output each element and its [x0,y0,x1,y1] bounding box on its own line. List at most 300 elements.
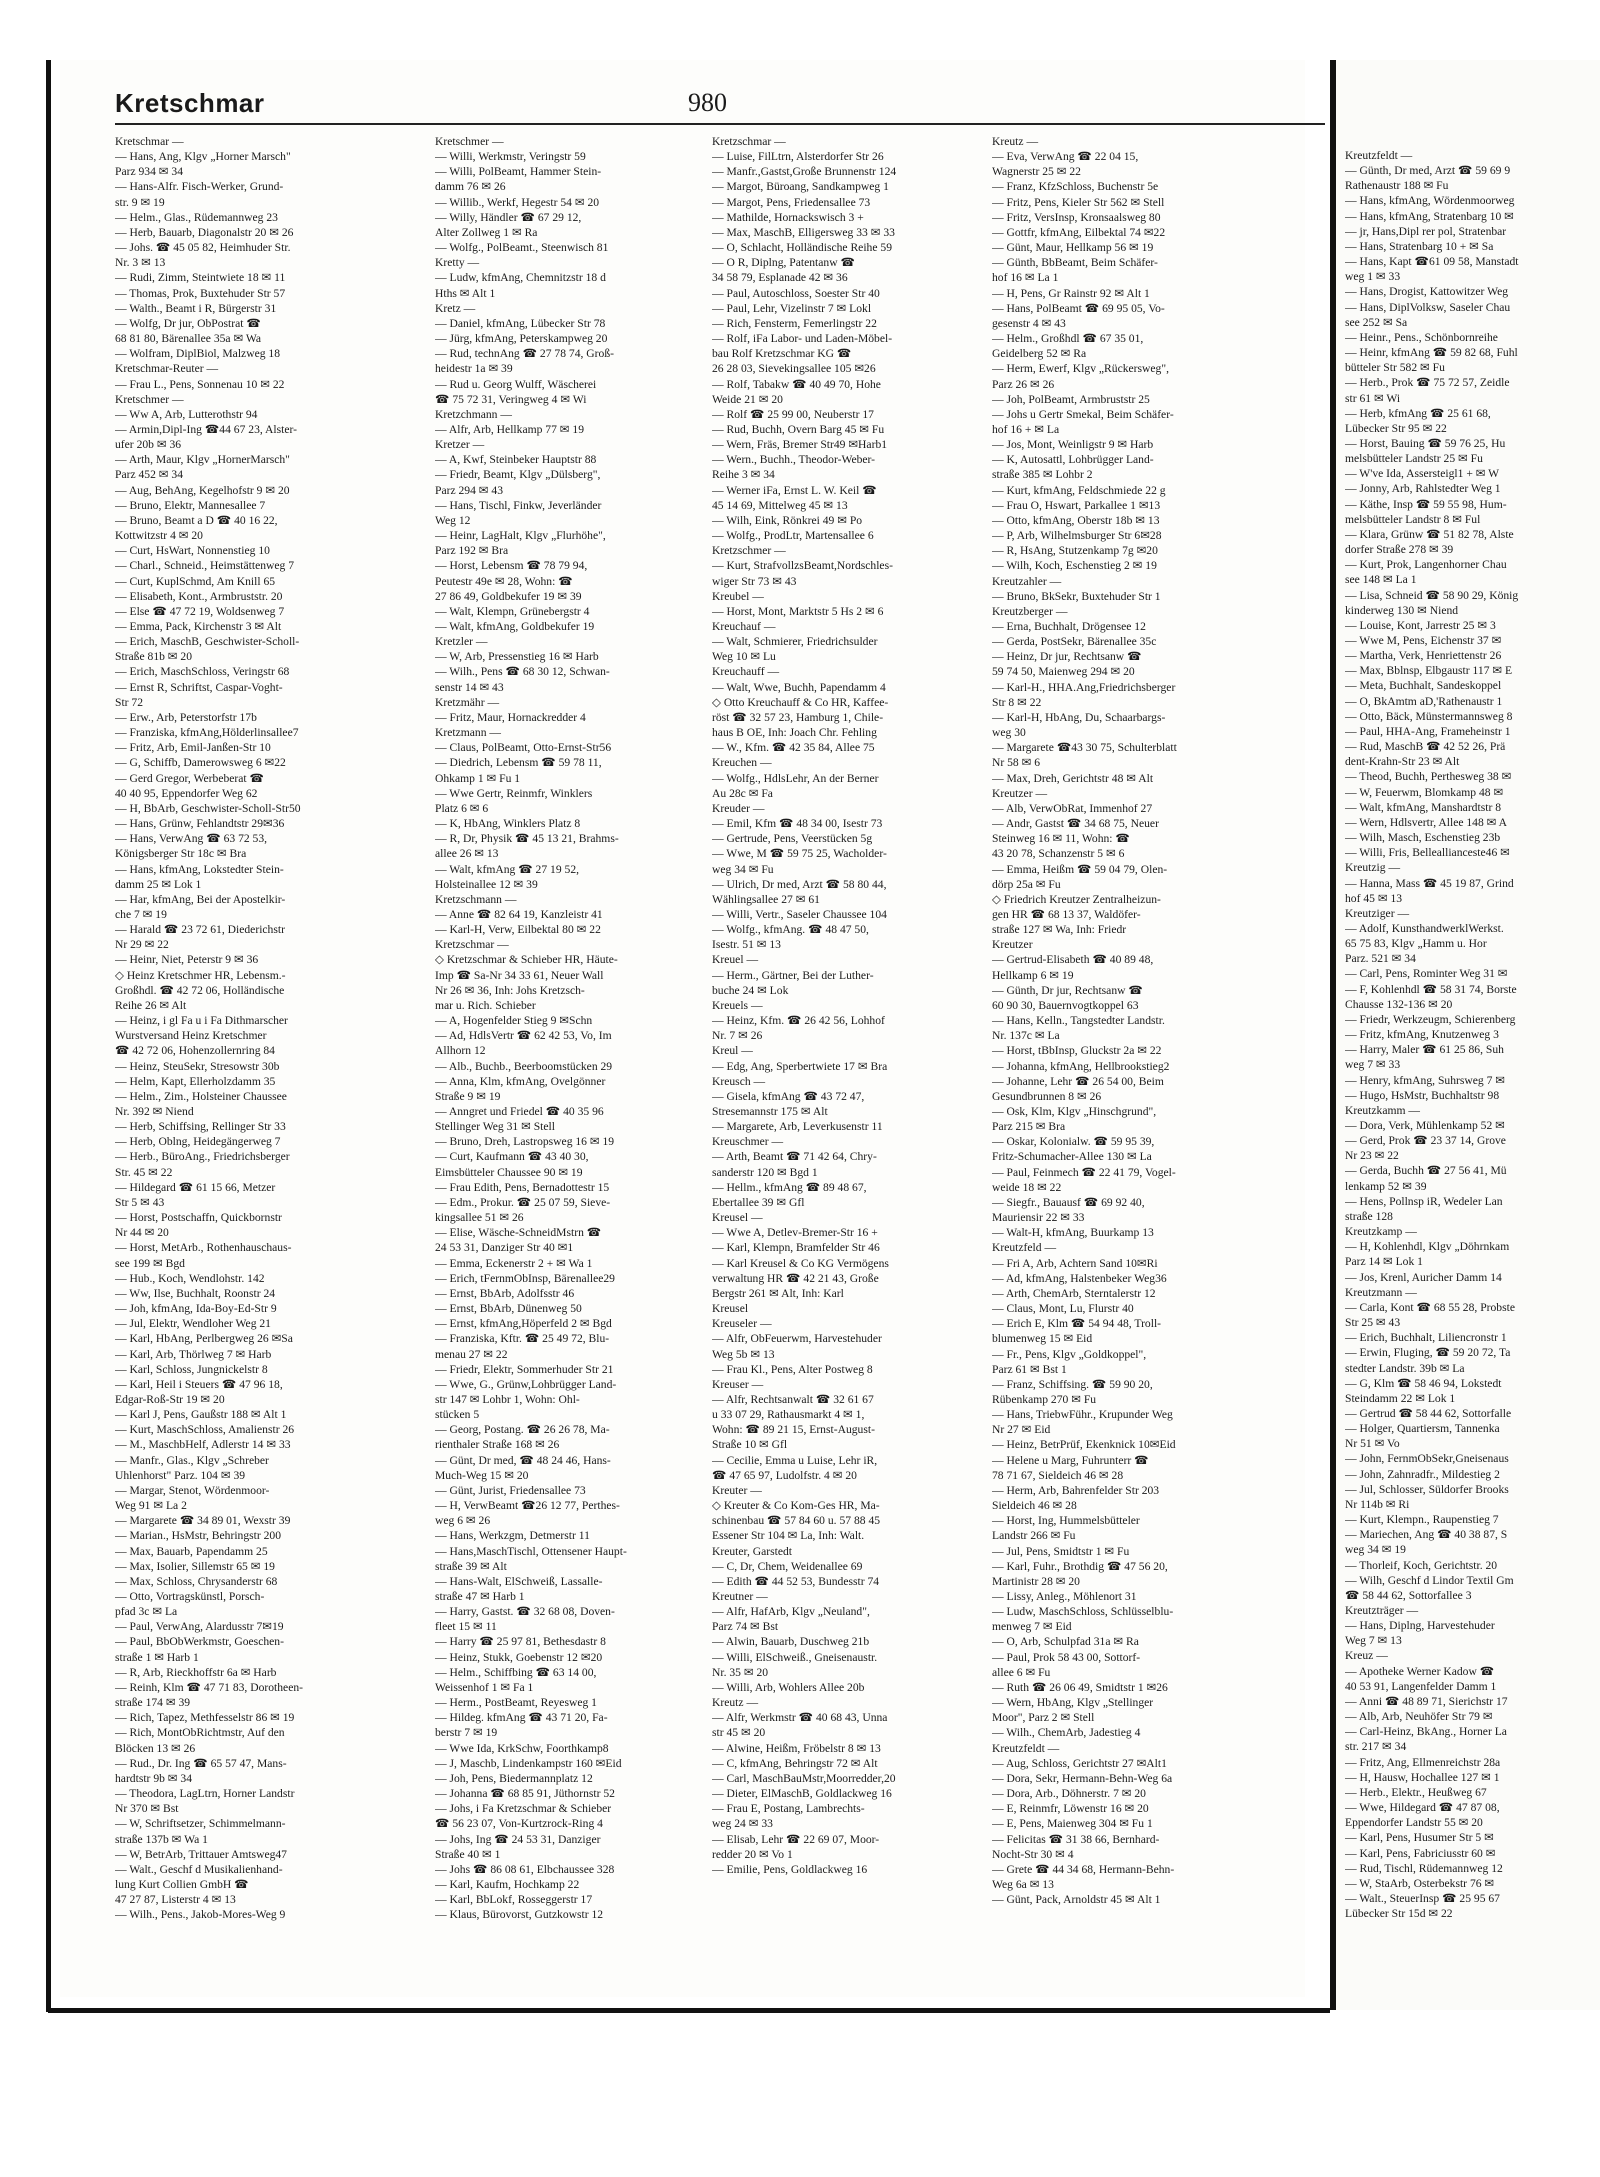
directory-line: — Kurt, Klempn., Raupenstieg 7 [1345,1513,1499,1527]
directory-line: — Heinz, i gl Fa u i Fa Dithmarscher [115,1014,288,1028]
directory-line: — Hans, Kelln., Tangstedter Landstr. [992,1014,1165,1028]
directory-line: — K, Autosattl, Lohbrügger Land- [992,453,1154,467]
directory-line: — Helm, Kapt, Ellerholzdamm 35 [115,1074,276,1088]
directory-line: — Rud, technAng ☎ 27 78 74, Groß- [435,347,614,361]
directory-line: — K, HbAng, Winklers Platz 8 [435,817,581,831]
directory-line: — Otto, Bäck, Münstermannsweg 8 [1345,709,1513,723]
directory-line: Nr. 35 ✉ 20 [712,1665,769,1679]
directory-line: — Anngret und Friedel ☎ 40 35 96 [435,1105,604,1118]
directory-line: Kreutz — [712,1696,759,1710]
directory-line: — Carla, Kont ☎ 68 55 28, Probste [1345,1300,1515,1314]
directory-line: Kreutzfeld — [992,1241,1057,1255]
directory-line: — Ernst R, Schriftst, Caspar-Voght- [115,680,283,694]
directory-line: — Hans, PolBeamt ☎ 69 95 05, Vo- [992,301,1165,315]
directory-line: Nocht-Str 30 ✉ 4 [992,1847,1074,1861]
directory-line: — Rudi, Zimm, Steintwiete 18 ✉ 11 [115,271,286,285]
directory-line: Kreutzer — [992,786,1048,800]
directory-line: Straße 10 ✉ Gfl [712,1438,788,1452]
directory-line: — Marian., HsMstr, Behringstr 200 [115,1529,282,1543]
directory-line: — Mathilde, Hornackswisch 3 + [712,210,864,224]
directory-line: — Jos, Mont, Weinligstr 9 ✉ Harb [992,438,1154,452]
directory-line: — Hans-Alfr. Fisch-Werker, Grund- [115,180,284,194]
directory-line: — Jul, Schlosser, Süldorfer Brooks [1345,1482,1509,1496]
directory-line: — Herm, Ewerf, Klgv „Rückersweg", [992,362,1169,376]
directory-line: — jr, Hans,Dipl rer pol, Stratenbar [1345,224,1507,238]
directory-line: — Anni ☎ 48 89 71, Sierichstr 17 [1345,1694,1508,1708]
column-3 [712,134,982,2024]
directory-line: Nr 27 ✉ Eid [992,1423,1051,1437]
directory-line: — Elisabeth, Kont., Armbruststr. 20 [115,589,283,603]
directory-line: Kretzmähr — [435,695,500,709]
directory-line: — G, Klm ☎ 58 46 94, Lokstedt [1345,1376,1502,1390]
directory-line: Kreutzahler — [992,574,1062,588]
directory-line: Lübecker Str 95 ✉ 22 [1345,421,1447,435]
directory-line: — Wilh., Pens., Jakob-Mores-Weg 9 [115,1908,286,1922]
directory-line: Parz 934 ✉ 34 [115,165,183,179]
directory-line: — Harry, Gastst. ☎ 32 68 08, Doven- [435,1605,615,1619]
directory-line: — Walth., Beamt i R, Bürgerstr 31 [115,301,277,315]
directory-line: Kreutzmann — [1345,1285,1417,1299]
directory-line: haus B OE, Inh: Joach Chr. Fehling [712,726,877,740]
directory-line: — Wolfg., kfmAng. ☎ 48 47 50, [712,923,869,937]
directory-line: — Karl, Heil i Steuers ☎ 47 96 18, [115,1377,283,1391]
directory-line: Gesundbrunnen 8 ✉ 26 [992,1089,1102,1103]
directory-line: — Fritz, VersInsp, Kronsaalsweg 80 [992,210,1161,224]
directory-line: — Walt., SteuerInsp ☎ 25 95 67 [1345,1891,1500,1905]
directory-line: — Ernst, BbArb, Adolfsstr 46 [435,1286,575,1300]
directory-line: — Curt, HsWart, Nonnenstieg 10 [115,544,270,558]
directory-line: — Luise, FilLtrn, Alsterdorfer Str 26 [712,150,884,164]
directory-line: dorfer Straße 278 ✉ 39 [1345,543,1454,557]
directory-line: — Hans, Stratenbarg 10 + ✉ Sa [1345,239,1494,253]
directory-line: — Jul, Pens, Smidtstr 1 ✉ Fu [992,1544,1130,1558]
directory-line: ◇ Heinz Kretschmer HR, Lebensm.- [115,968,286,982]
directory-line: Straße 81b ✉ 20 [115,650,193,664]
directory-line: — Max, Dreh, Gerichtstr 48 ✉ Alt [992,771,1154,785]
directory-line: — Alfr, Arb, Hellkamp 77 ✉ 19 [435,422,585,436]
directory-line: — Gerda, PostSekr, Bärenallee 35c [992,635,1157,649]
directory-line: — Wwe, M ☎ 59 75 25, Wacholder- [712,847,887,861]
directory-line: see 252 ✉ Sa [1345,315,1408,329]
directory-line: — Wern, Hdlsvertr, Allee 148 ✉ A [1345,815,1508,829]
directory-line: — Emma, Pack, Kirchenstr 3 ✉ Alt [115,620,282,633]
directory-line: — Franziska, Kftr. ☎ 25 49 72, Blu- [435,1332,610,1346]
directory-line: Hths ✉ Alt 1 [435,286,496,300]
directory-line: — Johanna, kfmAng, Hellbrookstieg2 [992,1059,1170,1073]
directory-line: — A, Hogenfelder Stieg 9 ✉Schn [435,1014,593,1028]
directory-line: Stellinger Weg 31 ✉ Stell [435,1120,555,1134]
directory-line: — Karl-H., HHA.Ang,Friedrichsberger [992,680,1176,694]
directory-line: — H, Pens, Gr Rainstr 92 ✉ Alt 1 [992,286,1150,300]
directory-line: — Osk, Klm, Klgv „Hinschgrund", [992,1105,1157,1118]
directory-line: Weg 12 [435,513,471,527]
directory-line: kingsallee 51 ✉ 26 [435,1211,524,1225]
directory-line: Geidelberg 52 ✉ Ra [992,347,1087,361]
directory-line: damm 25 ✉ Lok 1 [115,877,202,891]
directory-line: — Franz, Schiffsing. ☎ 59 90 20, [992,1377,1153,1391]
directory-line: — R, Arb, Rieckhoffstr 6a ✉ Harb [115,1665,277,1679]
directory-line: — Gertrud ☎ 58 44 62, Sottorfalle [1345,1406,1512,1420]
directory-line: — Max, Bauarb, Papendamm 25 [115,1544,268,1558]
directory-line: — Alb, Arb, Neuhöfer Str 79 ✉ [1345,1710,1493,1724]
directory-line: berstr 7 ✉ 19 [435,1726,498,1740]
directory-line: — Willi, Werkmstr, Veringstr 59 [435,150,586,164]
directory-line: — O, BkAmtm aD,'Rathenaustr 1 [1345,694,1503,708]
directory-line: — Hildeg. kfmAng ☎ 43 71 20, Fa- [435,1711,608,1725]
directory-line: 65 75 83, Klgv „Hamm u. Hor [1345,937,1487,951]
directory-line: — Jos, Krenl, Auricher Damm 14 [1345,1270,1502,1284]
directory-line: — Wolfg., ProdLtr, Martensallee 6 [712,529,874,543]
directory-line: — Armin,Dipl-Ing ☎44 67 23, Alster- [115,422,297,436]
directory-line: — Ulrich, Dr med, Arzt ☎ 58 80 44, [712,877,887,891]
directory-line: Uhlenhorst" Parz. 104 ✉ 39 [115,1468,246,1482]
directory-line: — Frau L., Pens, Sonnenau 10 ✉ 22 [115,377,285,391]
directory-line: Kreuter, Garstedt [712,1544,793,1558]
directory-line: — Johanna ☎ 68 85 91, Jüthornstr 52 [435,1787,615,1801]
directory-line: — Horst, Lebensm ☎ 78 79 94, [435,559,588,573]
directory-line: melsbütteler Landstr 8 ✉ Ful [1345,512,1481,526]
directory-line: stedter Landstr. 39b ✉ La [1345,1361,1465,1375]
directory-line: — Fritz, kfmAng, Knutzenweg 3 [1345,1028,1499,1042]
directory-line: — Paul, VerwAng, Alardusstr 7✉19 [115,1620,284,1634]
directory-line: Nr. 392 ✉ Niend [115,1105,194,1118]
directory-line: — Hans,MaschTischl, Ottensener Haupt- [435,1544,627,1558]
directory-line: — O R, Diplng, Patentanw ☎ [712,256,855,270]
directory-line: — Rud, Tischl, Rüdemannweg 12 [1345,1861,1503,1875]
directory-line: — Frau O, Hswart, Parkallee 1 ✉13 [992,498,1161,512]
directory-line: — Walt-H, kfmAng, Buurkamp 13 [992,1226,1154,1240]
directory-line: — Margarete ☎43 30 75, Schulterblatt [992,741,1177,755]
directory-line: ☎ 42 72 06, Hohenzollernring 84 [115,1044,275,1058]
directory-line: — J, Maschb, Lindenkampstr 160 ✉Eid [435,1756,622,1770]
directory-line: Weissenhof 1 ✉ Fa 1 [435,1680,534,1694]
directory-line: hof 45 ✉ 13 [1345,891,1403,905]
directory-line: Parz 215 ✉ Bra [992,1120,1066,1134]
directory-line: Kreutzig — [1345,861,1401,875]
directory-line: — Dieter, ElMaschB, Goldlackweg 16 [712,1787,892,1801]
directory-line: — Wilh., ChemArb, Jadestieg 4 [992,1726,1141,1740]
directory-line: — Klaus, Bürovorst, Gutzkowstr 12 [435,1908,604,1922]
directory-line: — Erw., Arb, Peterstorfstr 17b [115,710,257,724]
directory-line: — Hans, kfmAng, Wördenmoorweg [1345,194,1515,208]
directory-line: — Karl, Klempn, Bramfelder Str 46 [712,1241,880,1255]
directory-line: — Paul, BbObWerkmstr, Goeschen- [115,1635,284,1649]
directory-line: — Edm., Prokur. ☎ 25 07 59, Sieve- [435,1195,611,1209]
directory-line: — Horst, Bauing ☎ 59 76 25, Hu [1345,436,1506,450]
directory-line: mar u. Rich. Schieber [435,998,536,1012]
directory-line: — Herm., Gärtner, Bei der Luther- [712,968,874,982]
directory-line: — Horst, Mont, Marktstr 5 Hs 2 ✉ 6 [712,604,884,618]
directory-line: Kottwitzstr 4 ✉ 20 [115,529,203,543]
directory-line: — W've Ida, Assersteigl1 + ✉ W [1345,467,1500,481]
directory-line: 68 81 80, Bärenallee 35a ✉ Wa [115,332,262,346]
directory-line: — Helm., Zim., Holsteiner Chaussee [115,1089,287,1103]
directory-line: senstr 14 ✉ 43 [435,680,504,694]
directory-line: — E, Pens, Maienweg 304 ✉ Fu 1 [992,1817,1153,1831]
directory-line: — Hans-Walt, ElSchweiß, Lassalle- [435,1574,603,1588]
directory-line: — Horst, Ing, Hummelsbütteler [992,1514,1140,1528]
directory-line: — Harry, Maler ☎ 61 25 86, Suh [1345,1043,1504,1057]
directory-line: Str 5 ✉ 43 [115,1195,165,1209]
directory-line: — Emma, Heißm ☎ 59 04 79, Olen- [992,862,1168,876]
directory-line: — Wwe Gertr, Reinmfr, Winklers [435,786,593,800]
directory-line: Kretty — [435,256,480,270]
directory-line: Kreul — [712,1044,753,1058]
directory-line: — Manfr.,Gastst,Große Brunnenstr 124 [712,165,897,179]
directory-line: Nr 44 ✉ 20 [115,1226,169,1240]
directory-line: — Gertrud-Elisabeth ☎ 40 89 48, [992,953,1154,967]
directory-line: — Alfr, HafArb, Klgv „Neuland", [712,1605,870,1619]
directory-line: — Paul, Feinmech ☎ 22 41 79, Vogel- [992,1165,1176,1179]
directory-line: ☎ 56 23 07, Von-Kurtzrock-Ring 4 [435,1817,603,1831]
directory-line: — Helene u Marg, Fuhrunterr ☎ [992,1453,1149,1467]
directory-line: gesenstr 4 ✉ 43 [992,316,1066,330]
directory-line: — Erich, MaschSchloss, Veringstr 68 [115,665,290,679]
directory-line: — Willi, Fris, Belleallianceste46 ✉ [1345,846,1510,860]
directory-line: straße 128 [1345,1209,1393,1223]
directory-line: — Hildegard ☎ 61 15 66, Metzer [115,1180,276,1194]
directory-line: Rübenkamp 270 ✉ Fu [992,1392,1097,1406]
directory-line: — Wilh, Masch, Eschenstieg 23b [1345,831,1501,845]
directory-line: Kreutzkamp — [1345,1225,1417,1239]
directory-line: weg 30 [992,726,1026,740]
directory-line: fleet 15 ✉ 11 [435,1620,497,1634]
directory-line: Nr 26 ✉ 36, Inh: Johs Kretzsch- [435,983,585,997]
directory-line: Bergstr 261 ✉ Alt, Inh: Karl [712,1286,844,1300]
directory-line: bütteler Str 582 ✉ Fu [1345,361,1445,375]
directory-line: Kreutner — [712,1590,768,1603]
directory-line: — Alfr, ObFeuerwm, Harvestehuder [712,1332,882,1346]
directory-line: — Klara, Grünw ☎ 51 82 78, Alste [1345,527,1514,541]
directory-line: Rathenaustr 188 ✉ Fu [1345,179,1449,193]
directory-line: Weg 5b ✉ 13 [712,1347,775,1361]
directory-line: — Karl, Schloss, Jungnickelstr 8 [115,1362,268,1376]
directory-line: Eimsbütteler Chaussee 90 ✉ 19 [435,1165,583,1179]
directory-line: — Har, kfmAng, Bei der Apostelkir- [115,892,286,906]
directory-line: Nr 51 ✉ Vo [1345,1437,1400,1451]
directory-line: — Wern, Fräs, Bremer Str49 ✉Harb1 [712,438,888,452]
directory-line: — Heinr., Pens., Schönbornreihe [1345,330,1498,344]
directory-line: see 199 ✉ Bgd [115,1256,185,1270]
directory-line: Kreutz — [992,135,1039,148]
directory-line: Stresemannstr 175 ✉ Alt [712,1105,828,1118]
directory-line: — Wwe A, Detlev-Bremer-Str 16 + [712,1226,878,1240]
directory-line: — Helm., Schiffbing ☎ 63 14 00, [435,1665,597,1679]
directory-line: — Elise, Wäsche-SchneidMstrn ☎ [435,1226,602,1240]
directory-line: Platz 6 ✉ 6 [435,801,489,815]
directory-line: Nr 58 ✉ 6 [992,756,1041,770]
directory-line: wiger Str 73 ✉ 43 [712,574,797,588]
directory-line: — Walt, kfmAng, Goldbekufer 19 [435,620,595,633]
directory-line: — Hans, Tischl, Finkw, Jeverländer [435,498,602,512]
directory-line: — Alfr, Werkmstr ☎ 40 68 43, Unna [712,1711,888,1725]
directory-line: Kretzer — [435,438,485,452]
directory-line: melsbütteler Landstr 25 ✉ Fu [1345,452,1483,466]
directory-line: — Harry ☎ 25 97 81, Bethesdastr 8 [435,1635,606,1649]
directory-line: — Johs, i Fa Kretzschmar & Schieber [435,1802,612,1816]
directory-line: — Manfr., Glas., Klgv „Schreber [115,1453,269,1467]
directory-line: — John, Zahnradfr., Mildestieg 2 [1345,1467,1500,1481]
directory-line: — Friedr, Elektr, Sommerhuder Str 21 [435,1362,614,1376]
directory-line: — Eva, VerwAng ☎ 22 04 15, [992,150,1139,164]
directory-line: — Diedrich, Lebensm ☎ 59 78 11, [435,756,602,770]
directory-line: Königsberger Str 18c ✉ Bra [115,847,247,861]
directory-line: — A, Kwf, Steinbeker Hauptstr 88 [435,453,597,467]
directory-line: — Günt, Pack, Arnoldstr 45 ✉ Alt 1 [992,1893,1161,1907]
directory-line: — Edith ☎ 44 52 53, Bundesstr 74 [712,1574,880,1588]
column-5-adjacent-page [1345,148,1600,2038]
directory-line: — Emilie, Pens, Goldlackweg 16 [712,1862,868,1876]
directory-line: — W, Feuerwm, Blomkamp 48 ✉ [1345,785,1504,799]
directory-line: — Gerda, Buchh ☎ 27 56 41, Mü [1345,1164,1507,1178]
directory-line: — H, VerwBeamt ☎26 12 77, Perthes- [435,1499,620,1513]
directory-line: — Hans, Drogist, Kattowitzer Weg [1345,285,1509,299]
directory-line: — Walt, kfmAng, Manshardtstr 8 [1345,800,1501,814]
directory-line: Au 28c ✉ Fa [712,786,773,800]
directory-line: — Willi, PolBeamt, Hammer Stein- [435,165,602,179]
scan-border-left [46,60,51,2012]
directory-line: — Friedr, Beamt, Klgv „Dülsberg", [435,468,601,482]
directory-line: Großhdl. ☎ 42 72 06, Holländische [115,983,285,997]
directory-line: 78 71 67, Sieldeich 46 ✉ 28 [992,1468,1124,1482]
directory-line: kinderweg 130 ✉ Niend [1345,603,1459,617]
directory-line: — Arth, Beamt ☎ 71 42 64, Chry- [712,1150,877,1164]
directory-line: — Curt, Kaufmann ☎ 43 40 30, [435,1150,589,1164]
directory-line: — Hans, kfmAng, Stratenbarg 10 ✉ [1345,209,1514,223]
directory-line: — Hans, VerwAng ☎ 63 72 53, [115,832,268,846]
directory-line: — Dora, Arb., Döhnerstr. 7 ✉ 20 [992,1787,1146,1801]
directory-line: — Fritz, Arb, Emil-Janßen-Str 10 [115,741,271,755]
directory-line: — Gisela, kfmAng ☎ 43 72 47, [712,1089,865,1103]
directory-line: — Theodora, LagLtrn, Horner Landstr [115,1787,295,1801]
directory-line: — Gerd Gregor, Werbeberat ☎ [115,771,264,785]
directory-line: — Carl-Heinz, BkAng., Horner La [1345,1725,1507,1739]
directory-line: Wagnerstr 25 ✉ 22 [992,165,1081,179]
directory-line: Allhorn 12 [435,1044,486,1058]
directory-line: heidestr 1a ✉ 39 [435,362,513,376]
directory-line: Moor", Parz 2 ✉ Stell [992,1711,1095,1725]
directory-line: buche 24 ✉ Lok [712,983,789,997]
directory-line: — Günth, BbBeamt, Beim Schäfer- [992,256,1158,270]
directory-line: — Fritz, Ang, Ellmenreichstr 28a [1345,1755,1501,1769]
directory-line: Parz 61 ✉ Bst 1 [992,1362,1067,1376]
directory-line: weg 34 ✉ 19 [1345,1543,1406,1557]
directory-line: Peutestr 49e ✉ 28, Wohn: ☎ [435,574,573,588]
directory-line: pfad 3c ✉ La [115,1605,178,1619]
directory-line: straße 39 ✉ Alt [435,1559,507,1573]
directory-line: — Horst, MetArb., Rothenhauschaus- [115,1241,292,1255]
directory-line: — Karl Kreusel & Co KG Vermögens [712,1256,889,1270]
directory-line: — R, HsAng, Stutzenkamp 7g ✉20 [992,544,1158,558]
directory-line: — Friedr, Werkzeugm, Schierenberg [1345,1012,1516,1026]
directory-line: — Joh, kfmAng, Ida-Boy-Ed-Str 9 [115,1302,277,1316]
directory-line: weide 18 ✉ 22 [992,1180,1062,1194]
directory-line: 47 27 87, Listerstr 4 ✉ 13 [115,1893,236,1907]
directory-line: — Hans, DiplVolksw, Saseler Chau [1345,300,1511,314]
directory-line: bau Rolf Kretzschmar KG ☎ [712,347,852,361]
directory-line: u 33 07 29, Rathausmarkt 4 ✉ 1, [712,1408,865,1422]
directory-line: — Wern., Buchh., Theodor-Weber- [712,453,876,467]
directory-line: — R, Dr, Physik ☎ 45 13 21, Brahms- [435,832,619,846]
directory-line: Kretzschmer — [712,544,786,558]
directory-line: — Otto, Vortragskünstl, Porsch- [115,1590,265,1603]
directory-line: Kreuchauf — [712,620,776,633]
column-1 [115,134,423,2024]
directory-line: — Cecilie, Emma u Luise, Lehr iR, [712,1453,878,1467]
directory-line: — W, Schriftsetzer, Schimmelmann- [115,1817,286,1831]
directory-line: — Günt, Jurist, Friedensallee 73 [435,1483,586,1497]
directory-line: — Andr, Gastst ☎ 34 68 75, Neuer [992,817,1159,831]
directory-line: — Bruno, Beamt a D ☎ 40 16 22, [115,513,278,527]
directory-line: — Wolfg., HdlsLehr, An der Berner [712,771,879,785]
directory-line: — Otto, kfmAng, Oberstr 18b ✉ 13 [992,513,1160,527]
directory-line: Kreutzkamm — [1345,1103,1421,1117]
directory-line: — Erna, Buchhalt, Drögensee 12 [992,620,1146,633]
directory-line: Parz. 521 ✉ 34 [1345,952,1416,966]
directory-line: Straße 40 ✉ 1 [435,1847,501,1861]
directory-line: — Adolf, KunsthandwerklWerkst. [1345,921,1504,935]
directory-line: straße 174 ✉ 39 [115,1696,191,1710]
directory-line: weg 6 ✉ 26 [435,1514,491,1528]
column-2 [435,134,707,2024]
directory-line: menau 27 ✉ 22 [435,1347,508,1361]
directory-line: Kretz — [435,301,476,315]
directory-line: — Lissy, Anleg., Möhlenort 31 [992,1590,1137,1603]
directory-line: allee 6 ✉ Fu [992,1665,1051,1679]
directory-line: — Harald ☎ 23 72 61, Diederichstr [115,923,285,937]
directory-line: straße 137b ✉ Wa 1 [115,1832,208,1846]
directory-line: — G, Schiffb, Damerowsweg 6 ✉22 [115,756,286,770]
directory-line: Kreutzträger — [1345,1604,1419,1617]
directory-line: — Ludw, kfmAng, Chemnitzstr 18 d [435,271,606,285]
directory-line: Kreusch — [712,1074,766,1088]
directory-line: — Erich E, Klm ☎ 54 94 48, Troll- [992,1317,1162,1331]
directory-line: Hellkamp 6 ✉ 19 [992,968,1074,982]
directory-line: — O, Schlacht, Holländische Reihe 59 [712,241,892,255]
directory-line: — Hellm., kfmAng ☎ 89 48 67, [712,1180,867,1194]
directory-line: 59 74 50, Maienweg 294 ✉ 20 [992,665,1135,679]
directory-line: — Herb, kfmAng ☎ 25 61 68, [1345,406,1491,420]
directory-line: Nr 29 ✉ 22 [115,938,169,952]
directory-line: — Hans, Diplng, Harvestehuder [1345,1619,1495,1633]
directory-line: ☎ 58 44 62, Sottorfallee 3 [1345,1588,1472,1602]
directory-line: Edgar-Roß-Str 19 ✉ 20 [115,1392,225,1406]
directory-line: — Jul, Elektr, Wendloher Weg 21 [115,1317,271,1331]
directory-line: Parz 14 ✉ Lok 1 [1345,1255,1423,1269]
directory-line: blumenweg 15 ✉ Eid [992,1332,1093,1346]
directory-line: hardtstr 9b ✉ 34 [115,1771,193,1785]
directory-line: Steinweg 16 ✉ 11, Wohn: ☎ [992,832,1130,846]
directory-line: — H, Hausw, Hochallee 127 ✉ 1 [1345,1770,1500,1784]
directory-line: — Thorleif, Koch, Gerichtstr. 20 [1345,1558,1498,1572]
directory-line: Wohn: ☎ 89 21 15, Ernst-August- [712,1423,875,1437]
directory-line: — Erich, MaschB, Geschwister-Scholl- [115,635,300,649]
directory-line: — Walt, Schmierer, Friedrichsulder [712,635,878,649]
directory-line: — Herb., BüroAng., Friedrichsberger [115,1150,290,1164]
directory-line: Nr 114b ✉ Ri [1345,1497,1410,1511]
directory-line: Str 25 ✉ 43 [1345,1316,1401,1330]
directory-line: Weide 21 ✉ 20 [712,392,783,406]
directory-line: str. 9 ✉ 19 [115,195,165,209]
directory-line: — Willi, Vertr., Saseler Chaussee 104 [712,907,887,921]
directory-line: Kreuz — [1345,1649,1388,1663]
directory-line: — Franziska, kfmAng,Hölderlinsallee7 [115,726,299,740]
directory-line: — Arth, ChemArb, Sterntalerstr 12 [992,1286,1156,1300]
directory-line: — Hanna, Mass ☎ 45 19 87, Grind [1345,876,1514,890]
directory-line: weg 34 ✉ Fu [712,862,774,876]
directory-line: Kreuseler — [712,1317,772,1331]
directory-line: Nr. 3 ✉ 13 [115,256,166,270]
